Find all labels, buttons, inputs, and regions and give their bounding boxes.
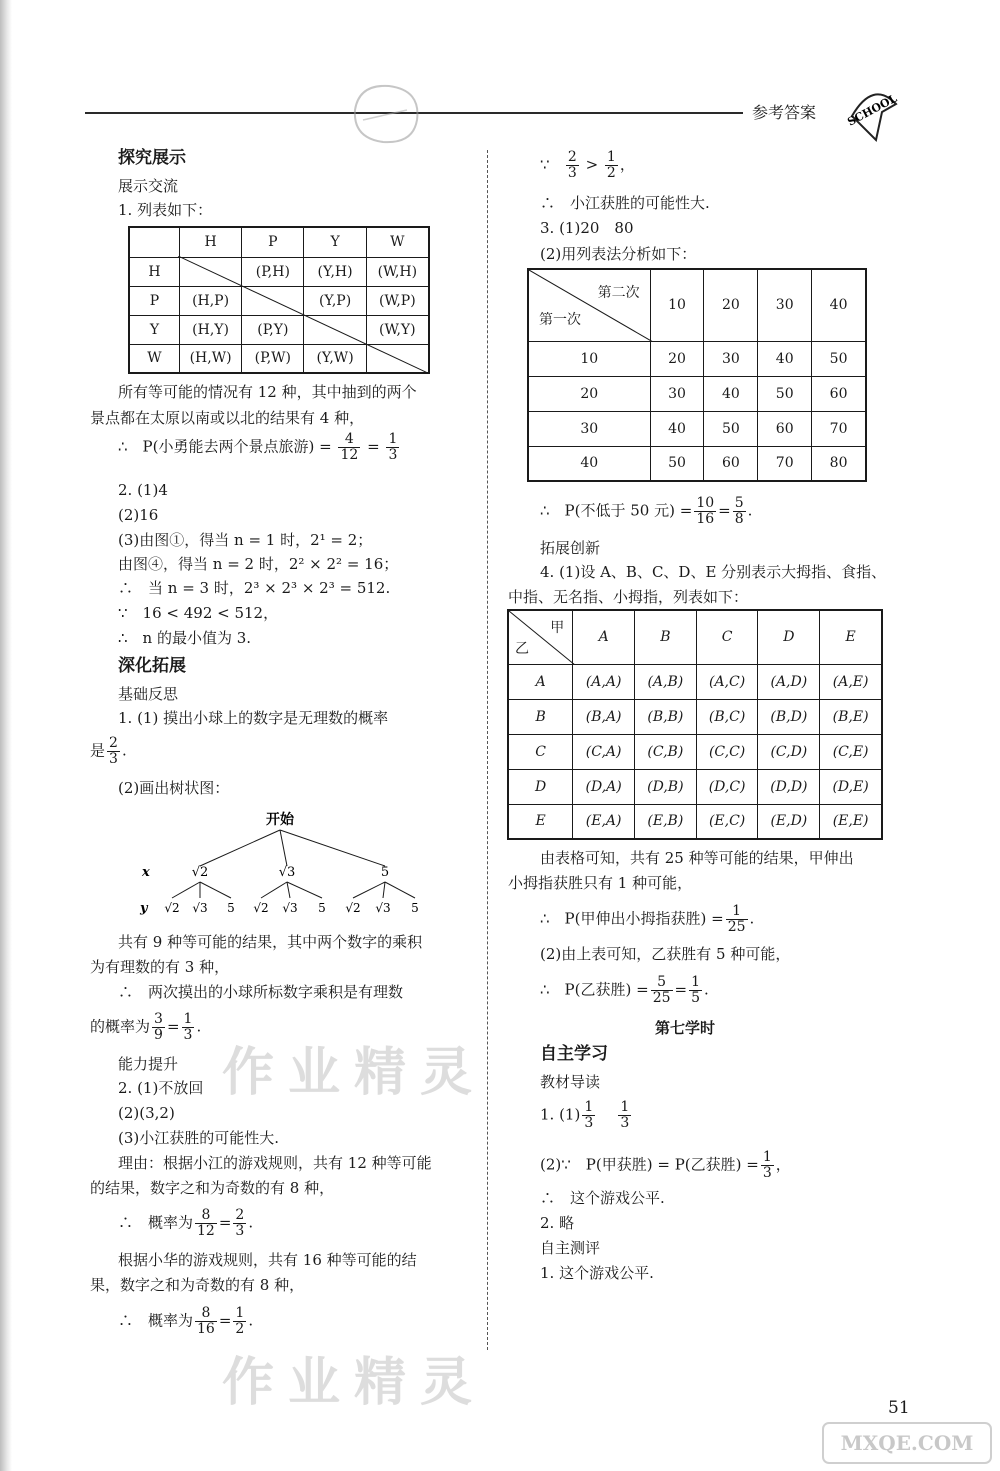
denominator: 25 bbox=[652, 990, 671, 1006]
table-col-header: 40 bbox=[812, 269, 866, 341]
table-row-header: 10 bbox=[528, 341, 650, 376]
table-row-header: 20 bbox=[528, 376, 650, 411]
subsection-title: 教材导读 bbox=[540, 1073, 601, 1091]
text-line: 为有理数的有 3 种， bbox=[90, 958, 230, 976]
table-cell: (H,W) bbox=[179, 344, 241, 373]
table-cell: (B,A) bbox=[573, 699, 635, 734]
text-line: ∴ n 的最小值为 3. bbox=[118, 629, 252, 647]
subsection-title: 拓展创新 bbox=[540, 539, 601, 557]
formula-text: (2)∵ P(甲获胜) = P(乙获胜) = bbox=[540, 1155, 759, 1174]
table-cell: (A,A) bbox=[573, 664, 635, 699]
table-cell: (H,Y) bbox=[179, 315, 241, 344]
table-cell: (W,Y) bbox=[366, 315, 429, 344]
table-cell: 30 bbox=[650, 376, 704, 411]
numerator: 3 bbox=[154, 1011, 163, 1027]
table-col-header: C bbox=[696, 610, 758, 664]
lesson-title: 第七学时 bbox=[655, 1019, 716, 1037]
fraction bbox=[726, 904, 748, 935]
formula-line bbox=[540, 1150, 791, 1181]
table-cell: 60 bbox=[812, 376, 866, 411]
fraction bbox=[195, 1306, 217, 1337]
formula-text: ∴ 概率为 bbox=[118, 1213, 194, 1232]
text-line: 景点都在太原以南或以北的结果有 4 种， bbox=[90, 409, 365, 427]
text-line: 所有等可能的情况有 12 种，其中抽到的两个 bbox=[118, 383, 417, 401]
table-diagonal-line bbox=[529, 270, 653, 342]
table-col-header: Y bbox=[304, 227, 366, 257]
table-row-header: 30 bbox=[528, 411, 650, 446]
comma: ， bbox=[619, 155, 635, 174]
table-row-header: E bbox=[508, 804, 573, 839]
table-col-header: E bbox=[820, 610, 882, 664]
tree-leaf: √2 bbox=[164, 901, 180, 915]
text-line: 的结果，数字之和为奇数的有 8 种， bbox=[90, 1179, 335, 1197]
tree-root: 开始 bbox=[266, 812, 294, 828]
table-col-header: B bbox=[635, 610, 697, 664]
table-cell: (D,B) bbox=[635, 769, 697, 804]
tree-y-label: y bbox=[140, 901, 148, 916]
denominator: 3 bbox=[235, 1223, 245, 1239]
equals-sign: = bbox=[218, 1213, 232, 1232]
table-cell: 40 bbox=[704, 376, 758, 411]
period: . bbox=[121, 741, 127, 760]
table-cell: (C,A) bbox=[573, 734, 635, 769]
formula-line bbox=[540, 150, 635, 181]
table-cell: (B,C) bbox=[696, 699, 758, 734]
formula-line bbox=[90, 1012, 201, 1043]
corner-watermark-logo bbox=[822, 1422, 992, 1464]
numerator: 8 bbox=[201, 1305, 211, 1321]
table-row-header: P bbox=[129, 286, 179, 315]
text-line: 2. 略 bbox=[540, 1214, 575, 1232]
table-cell: (Y,P) bbox=[304, 286, 366, 315]
text-line: ∴ 小江获胜的可能性大. bbox=[540, 194, 710, 212]
denominator: 3 bbox=[567, 165, 577, 181]
tree-leaf: 5 bbox=[411, 901, 419, 915]
table-cell: (A,E) bbox=[820, 664, 882, 699]
numerator: 2 bbox=[109, 735, 118, 751]
table-col-header: 20 bbox=[704, 269, 758, 341]
table-cell: (W,H) bbox=[366, 257, 429, 286]
text-line: (3)由图①，得当 n = 1 时，2¹ = 2； bbox=[118, 531, 373, 549]
table-cell: (C,D) bbox=[758, 734, 820, 769]
table-cell: (E,B) bbox=[635, 804, 697, 839]
text-line: 小拇指获胜只有 1 种可能， bbox=[508, 874, 693, 892]
table-cell: (D,D) bbox=[758, 769, 820, 804]
text-line: 1. (1) 摸出小球上的数字是无理数的概率 bbox=[118, 709, 389, 727]
numerator: 5 bbox=[734, 495, 744, 511]
table-row-header: A bbox=[508, 664, 573, 699]
numerator: 8 bbox=[201, 1207, 211, 1223]
denominator: 2 bbox=[606, 165, 616, 181]
period: . bbox=[704, 980, 709, 999]
table-cell: (C,B) bbox=[635, 734, 697, 769]
text-line: ∵ 16 < 492 < 512， bbox=[118, 604, 279, 622]
formula-line bbox=[118, 1306, 253, 1337]
denominator: 12 bbox=[197, 1223, 215, 1239]
equals-sign: = bbox=[367, 437, 380, 456]
text-line: (2)16 bbox=[118, 506, 159, 524]
header-title: 参考答案 bbox=[752, 103, 817, 122]
text-line: 1. 这个游戏公平. bbox=[540, 1264, 654, 1282]
tree-leaf: 5 bbox=[227, 901, 235, 915]
formula-text: ∴ P(小勇能去两个景点旅游) = bbox=[118, 437, 332, 456]
table-cell: (D,A) bbox=[573, 769, 635, 804]
table-cell: (E,E) bbox=[820, 804, 882, 839]
table-col-header: 30 bbox=[758, 269, 812, 341]
denominator: 12 bbox=[340, 447, 359, 463]
text-line: 由表格可知，共有 25 种等可能的结果，甲伸出 bbox=[540, 849, 854, 867]
tree-node: √2 bbox=[191, 865, 209, 880]
because-symbol: ∵ bbox=[540, 155, 550, 174]
table-cell: 40 bbox=[758, 341, 812, 376]
page-number: 51 bbox=[888, 1398, 910, 1418]
text-line: ∴ 这个游戏公平. bbox=[540, 1189, 665, 1207]
tree-leaf: 5 bbox=[318, 901, 326, 915]
tree-leaf: √2 bbox=[345, 901, 361, 915]
formula-line bbox=[540, 975, 709, 1006]
table-corner bbox=[129, 227, 179, 257]
table-cell: 20 bbox=[650, 341, 704, 376]
tree-leaf: √3 bbox=[192, 901, 208, 915]
comma: ， bbox=[775, 1155, 791, 1174]
numerator: 5 bbox=[657, 974, 667, 990]
text-line: 2. (1)4 bbox=[118, 481, 168, 499]
table-amounts bbox=[527, 268, 867, 482]
denominator: 3 bbox=[183, 1027, 193, 1043]
fraction bbox=[182, 1012, 195, 1043]
text-line: 果，数字之和为奇数的有 8 种， bbox=[90, 1276, 305, 1294]
numerator: 2 bbox=[235, 1207, 245, 1223]
table-cell: (A,D) bbox=[758, 664, 820, 699]
text-line: 2. (1)不放回 bbox=[118, 1079, 204, 1097]
corner-bottom-label: 乙 bbox=[515, 640, 529, 657]
formula-line bbox=[540, 904, 754, 935]
equals-sign: = bbox=[166, 1017, 180, 1036]
table-cell: 50 bbox=[758, 376, 812, 411]
formula-line bbox=[540, 1100, 633, 1131]
period: . bbox=[248, 1213, 254, 1232]
fraction bbox=[233, 1306, 246, 1337]
table-fingers bbox=[507, 609, 883, 840]
denominator: 3 bbox=[109, 751, 118, 767]
table-corner bbox=[528, 269, 650, 341]
table-cell: 70 bbox=[758, 446, 812, 481]
numerator: 2 bbox=[567, 149, 577, 165]
formula-line bbox=[118, 432, 401, 463]
section-title: 深化拓展 bbox=[118, 656, 186, 676]
table-diagonal-line bbox=[178, 256, 430, 374]
numerator: 4 bbox=[344, 431, 354, 447]
table-cell: (C,C) bbox=[696, 734, 758, 769]
fraction bbox=[195, 1208, 217, 1239]
formula-text: ∴ P(不低于 50 元) = bbox=[540, 501, 693, 520]
table-cell: (B,E) bbox=[820, 699, 882, 734]
numerator: 1 bbox=[691, 974, 701, 990]
table-cell: 70 bbox=[812, 411, 866, 446]
text-line: (3)小江获胜的可能性大. bbox=[118, 1129, 280, 1147]
numerator: 1 bbox=[732, 903, 742, 919]
page-edge bbox=[0, 0, 12, 1471]
table-cell: (W,P) bbox=[366, 286, 429, 315]
table-col-header: P bbox=[242, 227, 304, 257]
fraction bbox=[761, 1150, 774, 1181]
table-cell: (D,E) bbox=[820, 769, 882, 804]
formula-line bbox=[540, 496, 752, 527]
text-line: (2)画出树状图： bbox=[118, 779, 230, 797]
numerator: 1 bbox=[762, 1149, 772, 1165]
table-col-header: H bbox=[179, 227, 241, 257]
fraction bbox=[386, 432, 399, 463]
table-row-header: D bbox=[508, 769, 573, 804]
text-line: 根据小华的游戏规则，共有 16 种等可能的结 bbox=[118, 1251, 417, 1269]
denominator: 3 bbox=[388, 447, 398, 463]
fraction bbox=[651, 975, 673, 1006]
tree-x-label: x bbox=[142, 865, 150, 880]
text-line: 共有 9 种等可能的结果，其中两个数字的乘积 bbox=[118, 933, 423, 951]
stamp-seal-icon bbox=[345, 80, 425, 148]
formula-text: 是 bbox=[90, 741, 106, 760]
denominator: 16 bbox=[197, 1321, 215, 1337]
denominator: 8 bbox=[734, 511, 744, 527]
denominator: 2 bbox=[235, 1321, 245, 1337]
tree-node: 5 bbox=[380, 865, 390, 880]
denominator: 3 bbox=[584, 1115, 594, 1131]
denominator: 5 bbox=[691, 990, 701, 1006]
period: . bbox=[196, 1017, 202, 1036]
fraction bbox=[582, 1100, 595, 1131]
period: . bbox=[747, 501, 753, 520]
fraction bbox=[152, 1012, 165, 1043]
fraction bbox=[107, 736, 120, 767]
table-cell: (H,P) bbox=[179, 286, 241, 315]
text-line: ∴ 当 n = 3 时，2³ × 2³ × 2³ = 512. bbox=[118, 579, 391, 597]
corner-watermark-text: MXQE.COM bbox=[840, 1431, 974, 1455]
subsection-title: 展示交流 bbox=[118, 177, 179, 195]
table-row-header: 40 bbox=[528, 446, 650, 481]
numerator: 1 bbox=[584, 1099, 594, 1115]
table-row-header: Y bbox=[129, 315, 179, 344]
table-cell: (Y,H) bbox=[304, 257, 366, 286]
formula-text: ∴ P(甲伸出小拇指获胜) = bbox=[540, 909, 724, 928]
denominator: 16 bbox=[696, 511, 715, 527]
table-cell: (E,D) bbox=[758, 804, 820, 839]
table-cell: (E,C) bbox=[696, 804, 758, 839]
tree-leaf: √2 bbox=[253, 901, 269, 915]
corner-bottom-label: 第一次 bbox=[539, 311, 581, 328]
formula-text: 1. (1) bbox=[540, 1105, 581, 1124]
watermark-text: 作业精灵 bbox=[222, 1353, 487, 1413]
denominator: 3 bbox=[762, 1165, 772, 1181]
table-cell: (P,H) bbox=[242, 257, 304, 286]
table-cell: (B,D) bbox=[758, 699, 820, 734]
subsection-title: 自主测评 bbox=[540, 1239, 601, 1257]
table-cell: (B,B) bbox=[635, 699, 697, 734]
table-row-header: C bbox=[508, 734, 573, 769]
tree-diagram bbox=[130, 806, 430, 920]
table-col-header: W bbox=[366, 227, 429, 257]
table-col-header: D bbox=[758, 610, 820, 664]
text-line: 4. (1)设 A、B、C、D、E 分别表示大拇指、食指、 bbox=[540, 563, 887, 581]
formula-text: ∴ P(乙获胜) = bbox=[540, 980, 649, 999]
section-title: 自主学习 bbox=[540, 1044, 608, 1064]
numerator: 1 bbox=[620, 1099, 630, 1115]
table-corner bbox=[508, 610, 573, 664]
denominator: 3 bbox=[620, 1115, 630, 1131]
period: . bbox=[749, 909, 755, 928]
text-line: (2)(3,2) bbox=[118, 1104, 175, 1122]
fraction bbox=[694, 496, 716, 527]
text-line: 中指、无名指、小拇指，列表如下： bbox=[508, 588, 749, 606]
text-line: 理由：根据小江的游戏规则，共有 12 种等可能 bbox=[118, 1154, 432, 1172]
text-line: 由图④，得当 n = 2 时，2² × 2² = 16； bbox=[118, 555, 399, 573]
watermark-text: 作业精灵 bbox=[222, 1043, 487, 1103]
school-text: SCHOOL bbox=[845, 91, 900, 129]
fraction bbox=[605, 150, 618, 181]
fraction bbox=[566, 150, 579, 181]
numerator: 1 bbox=[235, 1305, 245, 1321]
formula-line bbox=[118, 1208, 253, 1239]
tree-branches-l1 bbox=[200, 830, 385, 866]
corner-top-label: 第二次 bbox=[597, 285, 640, 301]
table-cell: 50 bbox=[812, 341, 866, 376]
numerator: 1 bbox=[606, 149, 616, 165]
fraction bbox=[338, 432, 360, 463]
text-line: 3. (1)20 80 bbox=[540, 219, 634, 237]
numerator: 1 bbox=[388, 431, 398, 447]
equals-sign: = bbox=[718, 501, 731, 520]
table-cell: 60 bbox=[704, 446, 758, 481]
table-cell: (A,C) bbox=[696, 664, 758, 699]
section-title: 探究展示 bbox=[118, 148, 186, 168]
period: . bbox=[248, 1311, 254, 1330]
tree-branches-l2 bbox=[172, 882, 415, 898]
text-line: (2)用列表法分析如下： bbox=[540, 245, 697, 263]
table-cell: 50 bbox=[704, 411, 758, 446]
table-cell: 80 bbox=[812, 446, 866, 481]
table-cell: (E,A) bbox=[573, 804, 635, 839]
text-line: (2)由上表可知，乙获胜有 5 种可能， bbox=[540, 945, 791, 963]
fraction bbox=[733, 496, 746, 527]
subsection-title: 能力提升 bbox=[118, 1055, 179, 1073]
table-cell: (Y,W) bbox=[304, 344, 366, 373]
fraction bbox=[689, 975, 702, 1006]
school-badge-icon bbox=[842, 82, 904, 144]
table-row-header: W bbox=[129, 344, 179, 373]
tree-node: √3 bbox=[278, 865, 296, 880]
fraction bbox=[618, 1100, 631, 1131]
fraction bbox=[233, 1208, 246, 1239]
tree-leaf: √3 bbox=[375, 901, 391, 915]
tree-leaf: √3 bbox=[282, 901, 298, 915]
denominator: 25 bbox=[727, 919, 746, 935]
subsection-title: 基础反思 bbox=[118, 685, 179, 703]
equals-sign: = bbox=[674, 980, 688, 999]
numerator: 10 bbox=[696, 495, 715, 511]
table-cell: 60 bbox=[758, 411, 812, 446]
table-row-header: B bbox=[508, 699, 573, 734]
table-cell: 40 bbox=[650, 411, 704, 446]
table-col-header: A bbox=[573, 610, 635, 664]
text-line: ∴ 两次摸出的小球所标数字乘积是有理数 bbox=[118, 983, 404, 1001]
equals-sign: = bbox=[218, 1311, 232, 1330]
table-cell: (C,E) bbox=[820, 734, 882, 769]
formula-text: 的概率为 bbox=[90, 1017, 151, 1036]
table-cell: (A,B) bbox=[635, 664, 697, 699]
table-cell: 50 bbox=[650, 446, 704, 481]
formula-text: ∴ 概率为 bbox=[118, 1311, 194, 1330]
numerator: 1 bbox=[183, 1011, 193, 1027]
table-cell: 30 bbox=[704, 341, 758, 376]
table-cell: (P,Y) bbox=[242, 315, 304, 344]
denominator: 9 bbox=[154, 1027, 163, 1043]
column-divider bbox=[487, 150, 488, 1350]
corner-top-label: 甲 bbox=[550, 620, 565, 636]
table-col-header: 10 bbox=[650, 269, 704, 341]
table-cell: (D,C) bbox=[696, 769, 758, 804]
table-cell: (P,W) bbox=[242, 344, 304, 373]
greater-sign: > bbox=[585, 155, 599, 174]
question-intro: 1. 列表如下： bbox=[118, 201, 213, 219]
table-row-header: H bbox=[129, 257, 179, 286]
formula-line bbox=[90, 736, 127, 767]
